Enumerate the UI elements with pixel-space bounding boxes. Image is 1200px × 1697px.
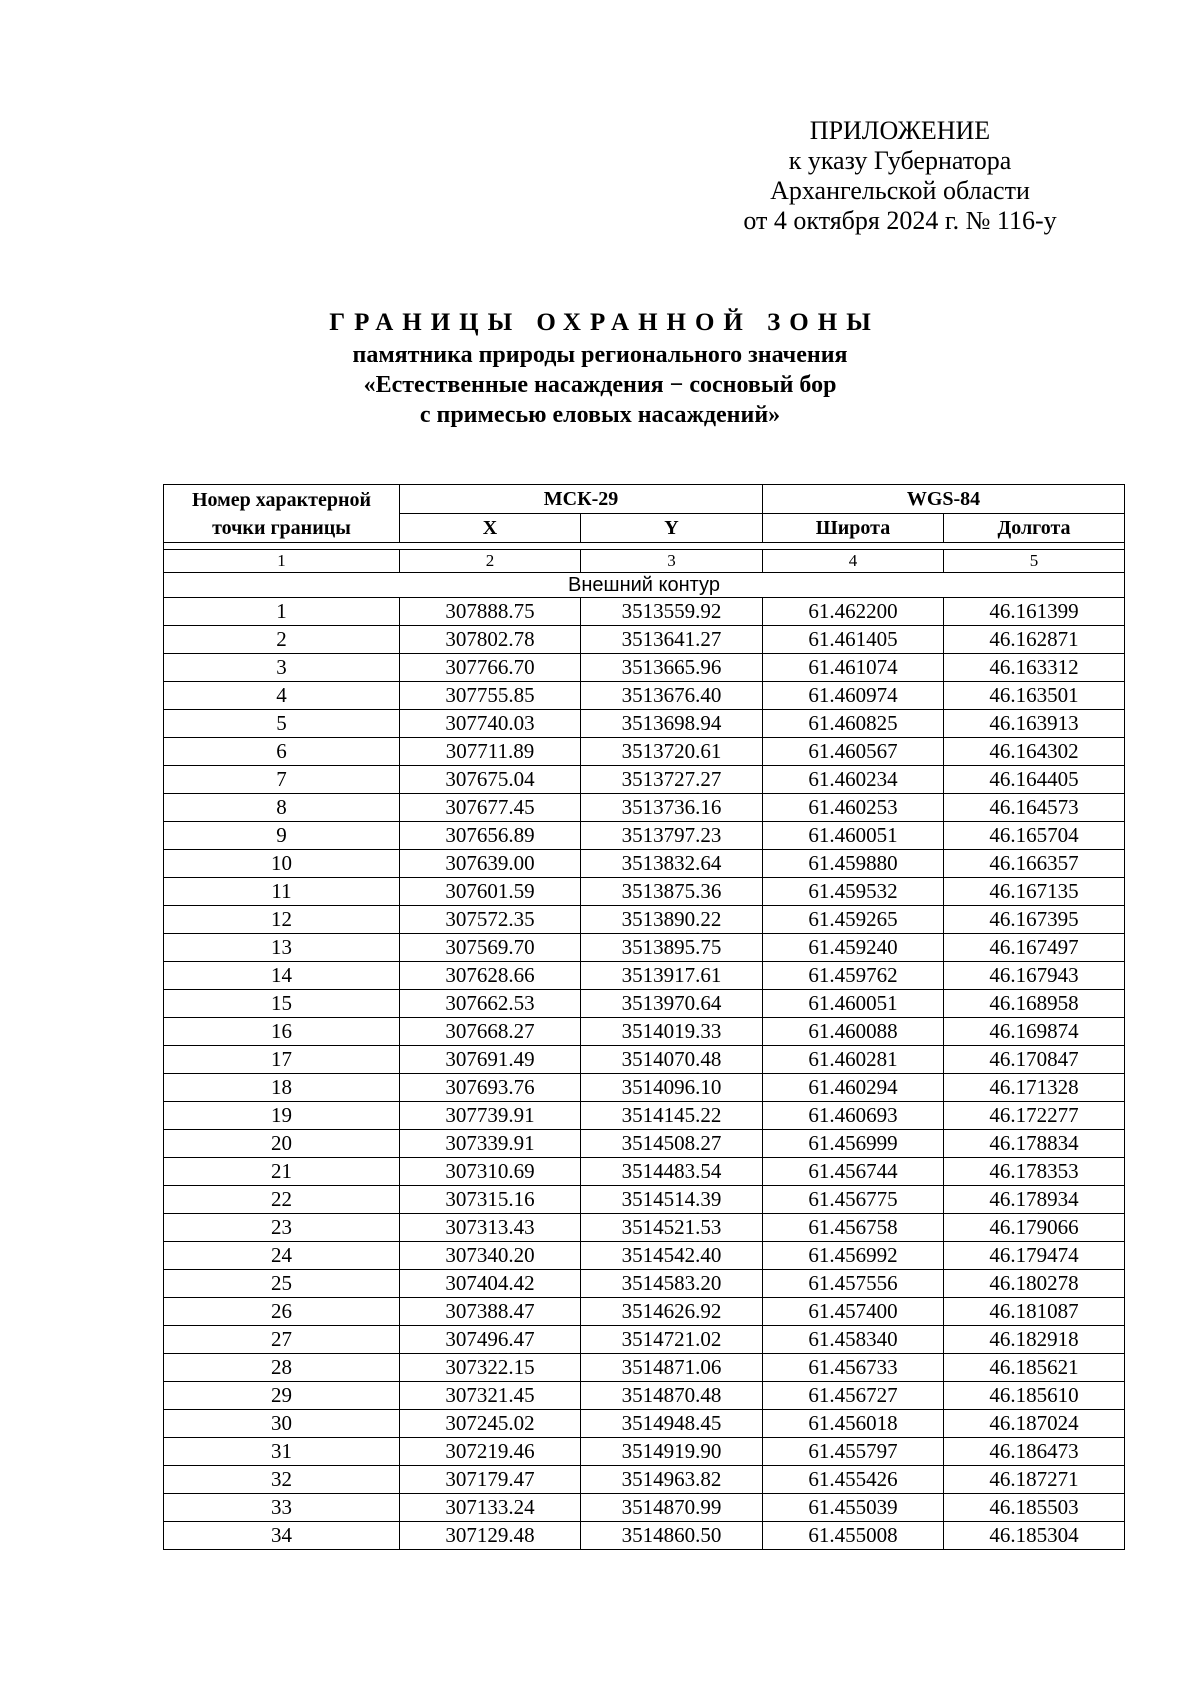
title-line-4: с примесью еловых насаждений» [419,402,781,428]
latitude-cell: 61.461074 [763,654,944,682]
longitude-cell: 46.185304 [944,1522,1125,1550]
longitude-cell: 46.165704 [944,822,1125,850]
point-number-cell: 28 [164,1354,400,1382]
point-number-cell: 13 [164,934,400,962]
msk-x-cell: 307662.53 [400,990,581,1018]
table-row [164,822,1125,850]
table-row [164,1242,1125,1270]
longitude-cell: 46.167497 [944,934,1125,962]
msk-x-cell: 307677.45 [400,794,581,822]
msk-y-cell: 3514871.06 [581,1354,763,1382]
latitude-cell: 61.460974 [763,682,944,710]
table-row [164,1494,1125,1522]
longitude-cell: 46.162871 [944,626,1125,654]
msk-x-cell: 307133.24 [400,1494,581,1522]
latitude-cell: 61.456018 [763,1410,944,1438]
table-row [164,934,1125,962]
msk-x-cell: 307310.69 [400,1158,581,1186]
msk-x-cell: 307219.46 [400,1438,581,1466]
table-row [164,1326,1125,1354]
msk-y-cell: 3514963.82 [581,1466,763,1494]
msk-y-cell: 3514948.45 [581,1410,763,1438]
msk-y-cell: 3513736.16 [581,794,763,822]
column-number-row [164,550,1125,573]
longitude-cell: 46.163312 [944,654,1125,682]
longitude-cell: 46.182918 [944,1326,1125,1354]
title-main: ГРАНИЦЫ ОХРАННОЙ ЗОНЫ [329,309,880,336]
table-row [164,1158,1125,1186]
latitude-cell: 61.457556 [763,1270,944,1298]
msk-x-cell: 307245.02 [400,1410,581,1438]
msk-y-cell: 3513917.61 [581,962,763,990]
msk-y-cell: 3513720.61 [581,738,763,766]
table-row [164,1018,1125,1046]
msk-y-cell: 3513676.40 [581,682,763,710]
msk-y-cell: 3513727.27 [581,766,763,794]
point-number-cell: 18 [164,1074,400,1102]
longitude-cell: 46.164573 [944,794,1125,822]
msk-x-cell: 307802.78 [400,626,581,654]
point-number-cell: 26 [164,1298,400,1326]
longitude-cell: 46.161399 [944,598,1125,626]
longitude-cell: 46.171328 [944,1074,1125,1102]
latitude-cell: 61.459762 [763,962,944,990]
longitude-cell: 46.179066 [944,1214,1125,1242]
latitude-cell: 61.460051 [763,822,944,850]
msk-y-cell: 3514096.10 [581,1074,763,1102]
point-number-cell: 25 [164,1270,400,1298]
table-row [164,1298,1125,1326]
column-number: 5 [944,550,1125,573]
latitude-cell: 61.455426 [763,1466,944,1494]
point-number-cell: 12 [164,906,400,934]
table-row [164,1186,1125,1214]
point-number-cell: 14 [164,962,400,990]
msk-y-cell: 3514019.33 [581,1018,763,1046]
table-row [164,962,1125,990]
table-row [164,1130,1125,1158]
title-line-2: памятника природы регионального значения [352,342,848,368]
longitude-cell: 46.185503 [944,1494,1125,1522]
header-x: X [400,514,581,543]
latitude-cell: 61.455039 [763,1494,944,1522]
latitude-cell: 61.460825 [763,710,944,738]
msk-x-cell: 307755.85 [400,682,581,710]
table-row [164,1270,1125,1298]
longitude-cell: 46.168958 [944,990,1125,1018]
column-number: 1 [164,550,400,573]
header-y: Y [581,514,763,543]
point-number-cell: 29 [164,1382,400,1410]
longitude-cell: 46.170847 [944,1046,1125,1074]
latitude-cell: 61.456733 [763,1354,944,1382]
latitude-cell: 61.456758 [763,1214,944,1242]
longitude-cell: 46.185610 [944,1382,1125,1410]
table-row [164,1046,1125,1074]
msk-y-cell: 3513970.64 [581,990,763,1018]
point-number-cell: 23 [164,1214,400,1242]
table-row [164,766,1125,794]
appendix-block [700,116,1100,236]
msk-y-cell: 3514514.39 [581,1186,763,1214]
appendix-date-line: от 4 октября 2024 г. № 116-у [743,206,1057,235]
longitude-cell: 46.185621 [944,1354,1125,1382]
msk-y-cell: 3513832.64 [581,850,763,878]
point-number-cell: 31 [164,1438,400,1466]
point-number-cell: 10 [164,850,400,878]
header-point-number [164,485,400,543]
msk-x-cell: 307569.70 [400,934,581,962]
header-separator [164,543,1125,550]
table-row [164,906,1125,934]
latitude-cell: 61.458340 [763,1326,944,1354]
longitude-cell: 46.167395 [944,906,1125,934]
msk-x-cell: 307656.89 [400,822,581,850]
point-number-cell: 30 [164,1410,400,1438]
document-title [150,306,1050,430]
section-label-outer-contour: Внешний контур [164,573,1125,598]
longitude-cell: 46.166357 [944,850,1125,878]
table-row [164,1438,1125,1466]
longitude-cell: 46.187024 [944,1410,1125,1438]
point-number-cell: 8 [164,794,400,822]
table-row [164,878,1125,906]
longitude-cell: 46.167135 [944,878,1125,906]
table-row [164,1410,1125,1438]
msk-x-cell: 307639.00 [400,850,581,878]
point-number-cell: 4 [164,682,400,710]
msk-y-cell: 3513698.94 [581,710,763,738]
msk-x-cell: 307740.03 [400,710,581,738]
latitude-cell: 61.455797 [763,1438,944,1466]
msk-y-cell: 3513890.22 [581,906,763,934]
table-row [164,850,1125,878]
table-row [164,682,1125,710]
appendix-decree-line: к указу Губернатора [788,146,1012,175]
longitude-cell: 46.163501 [944,682,1125,710]
table-row [164,794,1125,822]
msk-x-cell: 307315.16 [400,1186,581,1214]
longitude-cell: 46.167943 [944,962,1125,990]
longitude-cell: 46.178934 [944,1186,1125,1214]
appendix-region-line: Архангельской области [770,176,1030,205]
point-number-cell: 19 [164,1102,400,1130]
msk-y-cell: 3514721.02 [581,1326,763,1354]
msk-x-cell: 307129.48 [400,1522,581,1550]
longitude-cell: 46.178834 [944,1130,1125,1158]
point-number-cell: 2 [164,626,400,654]
msk-y-cell: 3514542.40 [581,1242,763,1270]
msk-y-cell: 3514508.27 [581,1130,763,1158]
point-number-cell: 9 [164,822,400,850]
point-number-cell: 17 [164,1046,400,1074]
point-number-cell: 1 [164,598,400,626]
longitude-cell: 46.179474 [944,1242,1125,1270]
msk-y-cell: 3514145.22 [581,1102,763,1130]
table-row [164,1466,1125,1494]
longitude-cell: 46.178353 [944,1158,1125,1186]
msk-y-cell: 3514070.48 [581,1046,763,1074]
msk-x-cell: 307601.59 [400,878,581,906]
msk-y-cell: 3513559.92 [581,598,763,626]
header-msk: МСК-29 [400,485,763,514]
latitude-cell: 61.456775 [763,1186,944,1214]
msk-x-cell: 307179.47 [400,1466,581,1494]
msk-y-cell: 3513875.36 [581,878,763,906]
table-row [164,1522,1125,1550]
latitude-cell: 61.460051 [763,990,944,1018]
latitude-cell: 61.456744 [763,1158,944,1186]
table-row [164,990,1125,1018]
point-number-cell: 5 [164,710,400,738]
latitude-cell: 61.460693 [763,1102,944,1130]
msk-x-cell: 307675.04 [400,766,581,794]
msk-x-cell: 307496.47 [400,1326,581,1354]
header-latitude: Широта [763,514,944,543]
latitude-cell: 61.460567 [763,738,944,766]
msk-y-cell: 3514583.20 [581,1270,763,1298]
msk-y-cell: 3514626.92 [581,1298,763,1326]
msk-y-cell: 3513665.96 [581,654,763,682]
point-number-cell: 33 [164,1494,400,1522]
point-number-cell: 32 [164,1466,400,1494]
point-number-cell: 16 [164,1018,400,1046]
latitude-cell: 61.462200 [763,598,944,626]
latitude-cell: 61.459240 [763,934,944,962]
latitude-cell: 61.460281 [763,1046,944,1074]
point-number-cell: 22 [164,1186,400,1214]
column-number: 3 [581,550,763,573]
msk-x-cell: 307766.70 [400,654,581,682]
msk-x-cell: 307340.20 [400,1242,581,1270]
latitude-cell: 61.460088 [763,1018,944,1046]
msk-y-cell: 3514483.54 [581,1158,763,1186]
longitude-cell: 46.169874 [944,1018,1125,1046]
latitude-cell: 61.456727 [763,1382,944,1410]
latitude-cell: 61.460294 [763,1074,944,1102]
msk-x-cell: 307888.75 [400,598,581,626]
longitude-cell: 46.187271 [944,1466,1125,1494]
msk-x-cell: 307691.49 [400,1046,581,1074]
table-row [164,1074,1125,1102]
msk-x-cell: 307404.42 [400,1270,581,1298]
msk-y-cell: 3514521.53 [581,1214,763,1242]
longitude-cell: 46.181087 [944,1298,1125,1326]
msk-x-cell: 307321.45 [400,1382,581,1410]
header-longitude: Долгота [944,514,1125,543]
msk-y-cell: 3513797.23 [581,822,763,850]
point-number-cell: 15 [164,990,400,1018]
latitude-cell: 61.455008 [763,1522,944,1550]
longitude-cell: 46.164302 [944,738,1125,766]
longitude-cell: 46.172277 [944,1102,1125,1130]
table-row [164,1102,1125,1130]
longitude-cell: 46.186473 [944,1438,1125,1466]
point-number-cell: 34 [164,1522,400,1550]
msk-y-cell: 3514870.99 [581,1494,763,1522]
msk-x-cell: 307628.66 [400,962,581,990]
table-row [164,598,1125,626]
column-number: 4 [763,550,944,573]
latitude-cell: 61.461405 [763,626,944,654]
msk-x-cell: 307693.76 [400,1074,581,1102]
latitude-cell: 61.459880 [763,850,944,878]
header-wgs: WGS-84 [763,485,1125,514]
msk-x-cell: 307711.89 [400,738,581,766]
table-row [164,654,1125,682]
point-number-cell: 6 [164,738,400,766]
table-row [164,1214,1125,1242]
msk-x-cell: 307322.15 [400,1354,581,1382]
table-body [164,573,1125,1550]
point-number-cell: 24 [164,1242,400,1270]
msk-x-cell: 307388.47 [400,1298,581,1326]
msk-y-cell: 3513895.75 [581,934,763,962]
latitude-cell: 61.460234 [763,766,944,794]
column-number: 2 [400,550,581,573]
latitude-cell: 61.457400 [763,1298,944,1326]
latitude-cell: 61.460253 [763,794,944,822]
appendix-heading: ПРИЛОЖЕНИЕ [809,116,991,145]
table-row [164,738,1125,766]
latitude-cell: 61.459532 [763,878,944,906]
latitude-cell: 61.459265 [763,906,944,934]
longitude-cell: 46.180278 [944,1270,1125,1298]
point-number-cell: 7 [164,766,400,794]
msk-x-cell: 307739.91 [400,1102,581,1130]
title-line-3: «Естественные насаждения − сосновый бор [363,372,837,398]
msk-y-cell: 3513641.27 [581,626,763,654]
msk-x-cell: 307339.91 [400,1130,581,1158]
point-number-cell: 3 [164,654,400,682]
header-point-number-label: Номер характерной точки границы [191,488,372,539]
point-number-cell: 11 [164,878,400,906]
point-number-cell: 20 [164,1130,400,1158]
coordinates-table [163,484,1125,1550]
longitude-cell: 46.163913 [944,710,1125,738]
msk-x-cell: 307668.27 [400,1018,581,1046]
msk-x-cell: 307572.35 [400,906,581,934]
point-number-cell: 27 [164,1326,400,1354]
latitude-cell: 61.456992 [763,1242,944,1270]
latitude-cell: 61.456999 [763,1130,944,1158]
table-row [164,1354,1125,1382]
msk-x-cell: 307313.43 [400,1214,581,1242]
point-number-cell: 21 [164,1158,400,1186]
msk-y-cell: 3514860.50 [581,1522,763,1550]
msk-y-cell: 3514870.48 [581,1382,763,1410]
table-row [164,1382,1125,1410]
msk-y-cell: 3514919.90 [581,1438,763,1466]
table-row [164,626,1125,654]
table-row [164,710,1125,738]
longitude-cell: 46.164405 [944,766,1125,794]
